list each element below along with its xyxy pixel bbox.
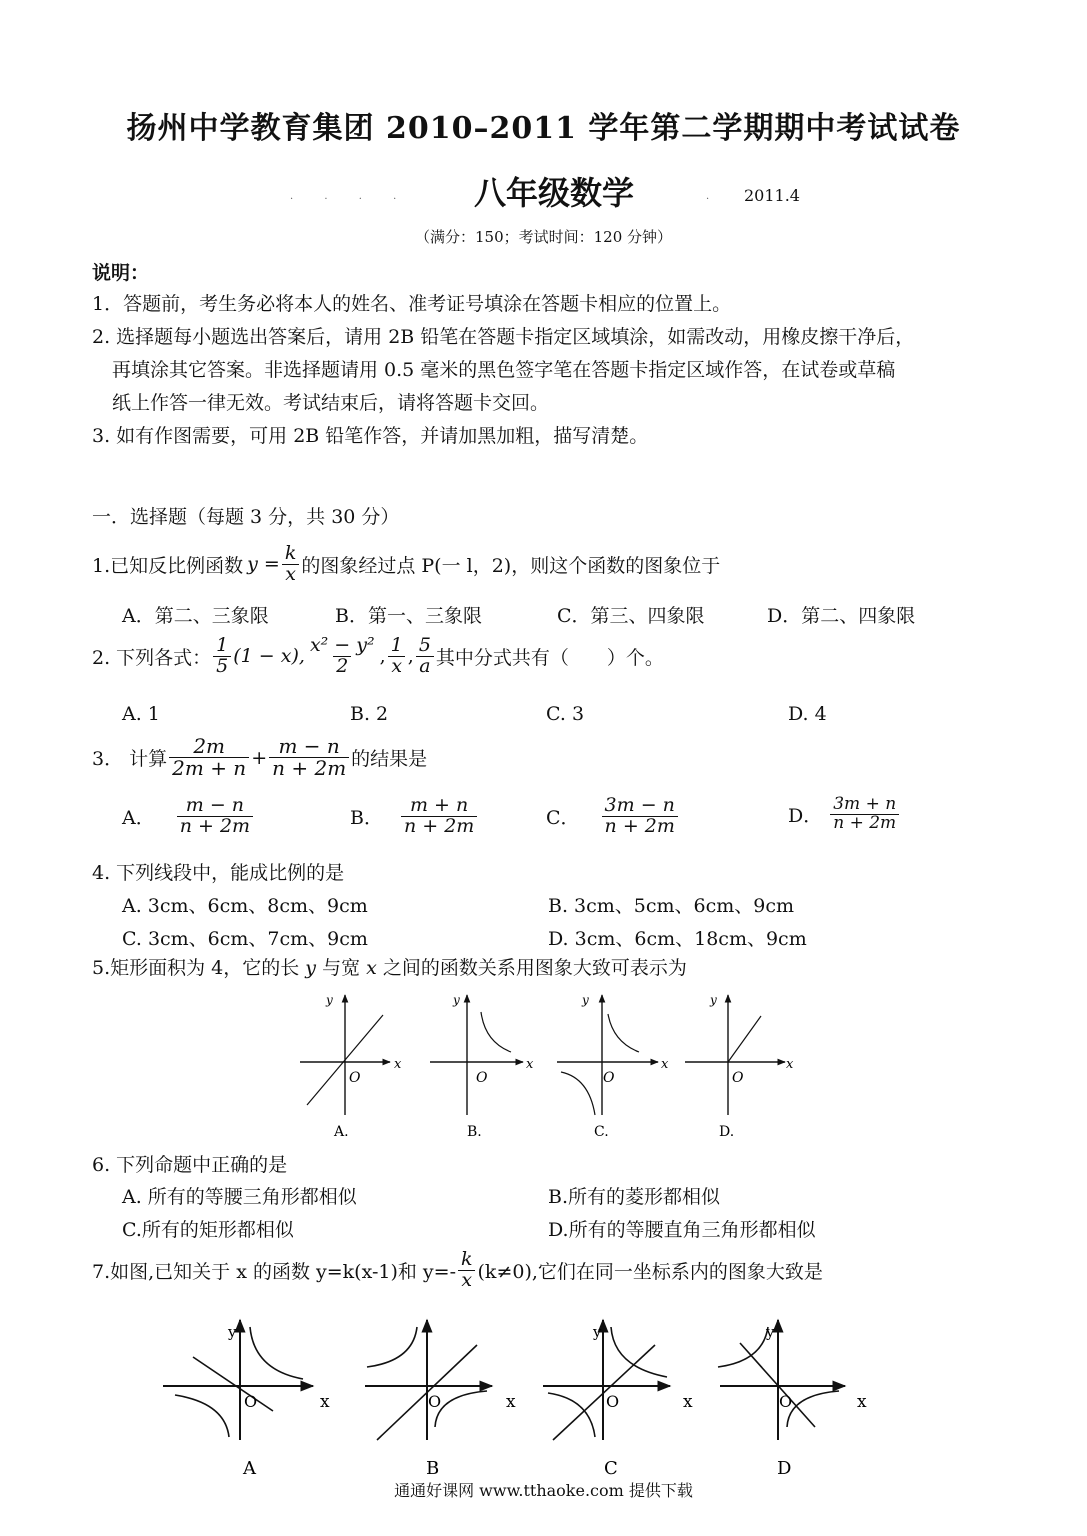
q2-fraction-3 (388, 636, 406, 677)
q3-a-num: m − n (185, 794, 245, 816)
q3-d-den: n + 2m (830, 814, 899, 833)
q7-a-axis-y: y (228, 1323, 237, 1341)
q2-f2-num: x² − y² (309, 634, 375, 656)
q2-f1-tail: (1 − x), (233, 645, 305, 668)
q3-c-num: 3m − n (604, 794, 675, 816)
q5-var-x: x (366, 957, 377, 979)
question-4-stem: 4. 下列线段中，能成比例的是 (92, 862, 345, 884)
q2-fraction-4 (416, 636, 434, 677)
q7-c-label: C (604, 1458, 618, 1477)
q3-c-fraction (602, 796, 678, 837)
q5-text-mid: 与宽 (316, 957, 367, 979)
q2-fraction-2 (307, 636, 378, 677)
q5-b-axis-x: x (526, 1057, 534, 1072)
q5-var-y: y (305, 957, 317, 979)
q6-option-b: B.所有的菱形都相似 (548, 1186, 721, 1208)
q7-a-origin: O (244, 1392, 258, 1411)
q7-text-pre: 7.如图,已知关于 x 的函数 y=k(x-1)和 y=- (92, 1260, 456, 1283)
q2-option-b: B. 2 (350, 703, 389, 725)
q5-c-label: C. (594, 1124, 609, 1140)
q7-a-axis-x: x (320, 1392, 330, 1412)
q2-f4-num: 5 (418, 634, 431, 656)
q5-a-label: A. (334, 1124, 349, 1140)
q7-b-axis-x: x (506, 1392, 516, 1412)
q3-plus: + (251, 746, 268, 769)
q7-d-axis-x: x (857, 1392, 867, 1412)
q7-b-label: B (426, 1458, 440, 1477)
q1-fraction-den: x (282, 564, 299, 585)
q3-a-label: A． (122, 806, 155, 829)
q7-c-origin: O (606, 1392, 620, 1411)
q7-fraction (458, 1250, 476, 1291)
q5-b-origin: O (476, 1070, 488, 1086)
q5-d-axis-x: x (786, 1057, 794, 1072)
q3-c-den: n + 2m (602, 816, 678, 837)
q2-text-post: 其中分式共有（ ）个。 (435, 646, 664, 669)
q1-fraction (282, 544, 300, 585)
q2-fraction-1 (213, 636, 231, 677)
q5-graph-a (300, 993, 402, 1140)
q6-option-c: C.所有的矩形都相似 (122, 1219, 294, 1241)
q5-d-label: D. (719, 1124, 735, 1140)
q5-d-axis-y: y (710, 993, 717, 1007)
q5-b-axis-y: y (453, 993, 460, 1007)
q3-option-b (350, 796, 479, 837)
q5-graph-c (557, 993, 669, 1140)
note-3: 3. 如有作图需要，可用 2B 铅笔作答，并请加黑加粗，描写清楚。 (92, 425, 649, 447)
note-2-line-1: 2. 选择题每小题选出答案后，请用 2B 铅笔在答题卡指定区域填涂，如需改动，用橡皮擦干净后， (92, 326, 915, 348)
exam-title: 扬州中学教育集团 2010–2011 学年第二学期期中考试试卷 (126, 111, 961, 146)
footer-credit: 通通好课网 www.tthaoke.com 提供下载 (394, 1481, 693, 1500)
q5-c-origin: O (603, 1070, 615, 1086)
q2-sep-2: , (379, 645, 386, 668)
q3-f1-den: 2m + n (169, 757, 249, 779)
section-heading: 一．选择题（每题 3 分，共 30 分） (92, 506, 400, 528)
q7-graph-c (543, 1320, 693, 1477)
q3-text-pre: 3． 计算 (92, 748, 168, 770)
q2-f3-den: x (388, 656, 405, 677)
q1-text-post: 的图象经过点 P(一 l，2)，则这个函数的图象位于 (301, 554, 721, 577)
q3-d-label: D． (788, 804, 823, 827)
q5-d-origin: O (732, 1070, 744, 1086)
q3-c-label: C． (546, 806, 580, 829)
q7-graph-a (163, 1320, 330, 1477)
question-7-stem (92, 1250, 823, 1291)
q7-text-post: (k≠0),它们在同一坐标系内的图象大致是 (477, 1260, 823, 1283)
note-2-line-2: 再填涂其它答案。非选择题请用 0.5 毫米的黑色签字笔在答题卡指定区域作答，在试卷或草稿 (112, 359, 896, 381)
decorative-dot: · (706, 194, 724, 205)
q4-option-a: A. 3cm、6cm、8cm、9cm (122, 895, 368, 917)
q3-b-label: B． (350, 806, 383, 829)
q2-f2-den: 2 (333, 656, 351, 677)
q3-option-d (788, 796, 901, 833)
question-6-stem: 6. 下列命题中正确的是 (92, 1154, 288, 1176)
q7-fraction-den: x (458, 1270, 475, 1291)
q2-sep-3: , (407, 645, 414, 668)
q7-c-axis-y: y (593, 1323, 602, 1341)
q7-b-origin: O (428, 1392, 442, 1411)
q6-option-d: D.所有的等腰直角三角形都相似 (548, 1219, 816, 1241)
exam-subtitle: 八年级数学 (474, 174, 635, 212)
q5-c-axis-x: x (661, 1057, 669, 1072)
q3-d-fraction (830, 796, 899, 833)
q1-y-var: y = (247, 553, 280, 576)
q5-text-post: 之间的函数关系用图象大致可表示为 (376, 957, 687, 979)
q2-f4-den: a (416, 656, 433, 677)
q3-d-num: 3m + n (833, 794, 897, 814)
q5-graphs (295, 990, 795, 1145)
notes-heading: 说明： (92, 262, 150, 284)
q7-a-label: A (243, 1458, 256, 1477)
q3-a-den: n + 2m (177, 816, 253, 837)
q3-b-num: m + n (410, 794, 469, 816)
q7-graph-b (365, 1320, 516, 1477)
q3-fraction-2 (269, 736, 349, 779)
q7-c-axis-x: x (683, 1392, 693, 1412)
note-2-line-3: 纸上作答一律无效。考试结束后，请将答题卡交回。 (112, 392, 550, 414)
q3-a-fraction (177, 796, 253, 837)
q5-graph-d (685, 993, 794, 1140)
q2-option-d: D. 4 (788, 703, 827, 725)
q2-f1-den: 5 (213, 656, 231, 677)
q1-fraction-num: k (284, 542, 297, 564)
note-1: 1．答题前，考生务必将本人的姓名、准考证号填涂在答题卡相应的位置上。 (92, 293, 732, 315)
q2-option-c: C. 3 (546, 703, 585, 725)
q1-option-d: D．第二、四象限 (767, 605, 916, 627)
q5-a-axis-x: x (394, 1057, 402, 1072)
q1-text-pre: 1.已知反比例函数 (92, 554, 244, 577)
q4-option-d: D. 3cm、6cm、18cm、9cm (548, 928, 807, 950)
q3-f2-num: m − n (278, 734, 340, 758)
q1-option-b: B．第一、三象限 (335, 605, 482, 627)
question-1-stem (92, 544, 720, 585)
q3-f1-num: 2m (193, 734, 226, 758)
q5-c-axis-y: y (582, 993, 589, 1007)
q7-graphs (155, 1315, 875, 1477)
q7-d-origin: O (779, 1392, 793, 1411)
q4-option-c: C. 3cm、6cm、7cm、9cm (122, 928, 368, 950)
q2-option-a: A. 1 (122, 703, 160, 725)
score-line: （满分：150；考试时间：120 分钟） (414, 228, 673, 246)
question-5-stem (92, 953, 687, 980)
q3-b-fraction (401, 796, 477, 837)
q3-option-a (122, 796, 255, 837)
q6-option-a: A. 所有的等腰三角形都相似 (122, 1186, 357, 1208)
question-2-stem (92, 636, 664, 677)
q4-option-b: B. 3cm、5cm、6cm、9cm (548, 895, 795, 917)
q5-a-origin: O (349, 1070, 361, 1086)
q7-fraction-num: k (461, 1248, 473, 1270)
q2-f1-num: 1 (216, 634, 229, 656)
q5-b-label: B. (467, 1124, 482, 1140)
q3-b-den: n + 2m (401, 816, 477, 837)
exam-date: 2011.4 (744, 186, 800, 205)
q5-a-axis-y: y (326, 993, 333, 1007)
q7-d-label: D (777, 1458, 792, 1477)
q2-text-pre: 2. 下列各式： (92, 646, 212, 669)
q5-graph-b (430, 993, 534, 1140)
q7-graph-d (718, 1320, 867, 1477)
q2-f3-num: 1 (390, 634, 403, 656)
q1-option-a: A．第二、三象限 (122, 605, 269, 627)
q1-option-c: C．第三、四象限 (557, 605, 705, 627)
q7-d-axis-y: y (766, 1323, 775, 1341)
q3-text-post: 的结果是 (351, 748, 428, 770)
q3-f2-den: n + 2m (269, 757, 349, 779)
decorative-dots: · · · · (290, 194, 411, 205)
question-3-stem (92, 736, 427, 779)
q5-text-pre: 5.矩形面积为 4，它的长 (92, 957, 306, 979)
q3-option-c (546, 796, 680, 837)
q3-fraction-1 (169, 736, 249, 779)
